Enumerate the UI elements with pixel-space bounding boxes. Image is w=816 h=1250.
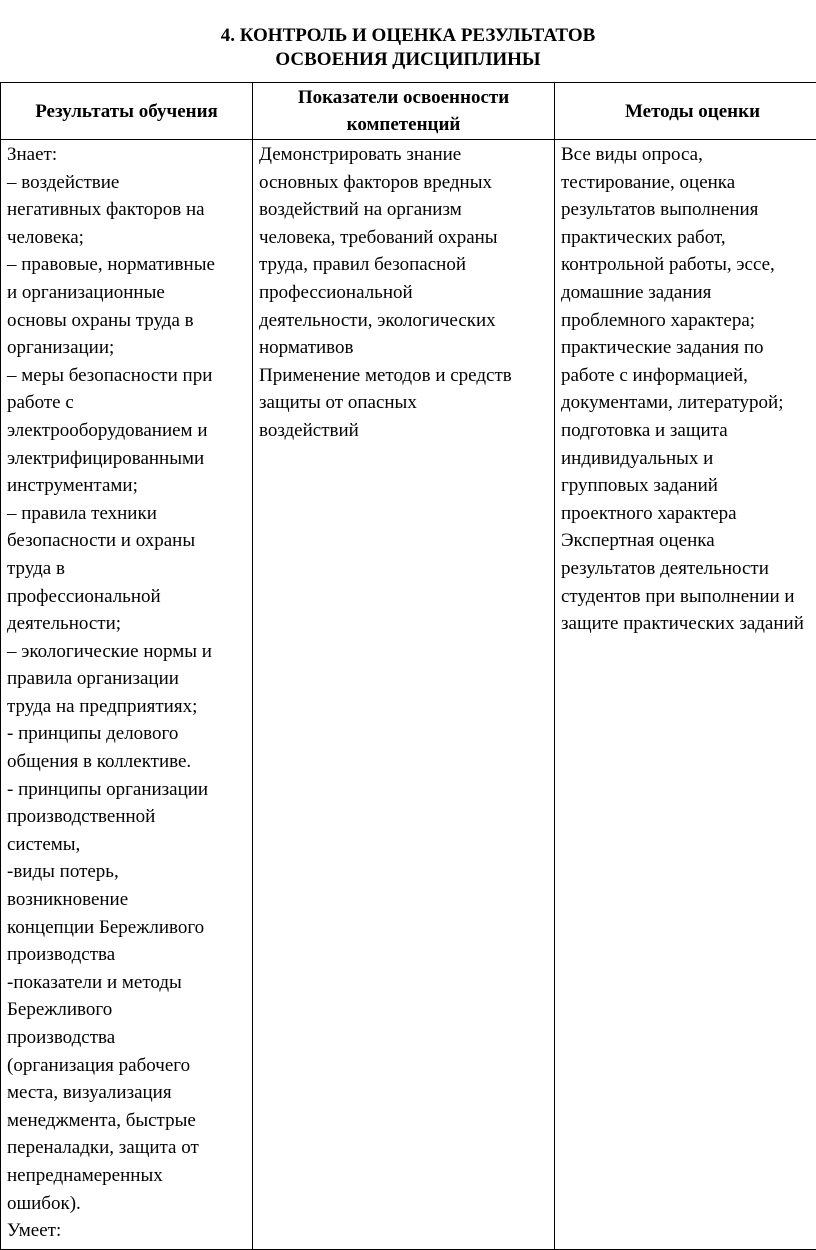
- results-table: [0, 82, 816, 1250]
- learning-results-cell: [1, 140, 253, 1250]
- cell-text-line: результатов выполнения: [561, 199, 759, 221]
- cell-text-line: воздействий на организм: [259, 199, 462, 221]
- header-competence-indicators: Показатели освоенности компетенций: [253, 83, 555, 140]
- cell-text-line: нормативов: [259, 337, 354, 359]
- cell-text-line: Все виды опроса,: [561, 144, 703, 165]
- cell-text-line: результатов деятельности: [561, 557, 769, 579]
- cell-text-line: переналадки, защита от: [7, 1137, 199, 1159]
- cell-text-line: практические задания по: [561, 337, 764, 359]
- cell-text-line: документами, литературой;: [561, 392, 784, 414]
- cell-text-line: правила организации: [7, 668, 179, 690]
- header-learning-results: Результаты обучения: [1, 83, 253, 140]
- cell-text-line: производства: [7, 944, 116, 966]
- cell-text-line: – правовые, нормативные: [7, 254, 215, 276]
- cell-text-line: ошибок).: [7, 1192, 81, 1214]
- cell-text-line: и организационные: [7, 281, 165, 303]
- cell-text-line: - принципы организации: [7, 778, 209, 800]
- cell-text-line: – воздействие: [7, 171, 120, 193]
- cell-text-line: места, визуализация: [7, 1082, 172, 1104]
- cell-text-line: работе с: [7, 392, 74, 414]
- cell-text-line: тестирование, оценка: [561, 171, 736, 193]
- cell-text-line: негативных факторов на: [7, 199, 205, 221]
- cell-text-line: практических работ,: [561, 226, 726, 248]
- cell-text-line: менеджмента, быстрые: [7, 1109, 196, 1131]
- cell-text-line: контрольной работы, эссе,: [561, 254, 775, 276]
- table-row: [1, 140, 816, 1250]
- cell-text-line: профессиональной: [259, 281, 413, 303]
- cell-text-line: групповых заданий: [561, 475, 718, 497]
- cell-text-line: – правила техники: [7, 502, 157, 524]
- competence-indicators-cell: [253, 140, 555, 1250]
- cell-text-line: основы охраны труда в: [7, 309, 194, 331]
- cell-text-line: производства: [7, 1027, 116, 1048]
- cell-text-line: -показатели и методы: [7, 971, 182, 993]
- cell-text-line: непреднамеренных: [7, 1164, 163, 1186]
- cell-text-line: электрифицированными: [7, 447, 205, 469]
- section-title-line-1: 4. КОНТРОЛЬ И ОЦЕНКА РЕЗУЛЬТАТОВ: [220, 25, 596, 46]
- cell-text-line: -виды потерь,: [7, 861, 119, 883]
- cell-text-line: проблемного характера;: [561, 309, 756, 331]
- cell-text-line: безопасности и охраны: [7, 530, 196, 552]
- cell-text-line: человека;: [7, 226, 84, 248]
- cell-text-line: индивидуальных и: [561, 447, 714, 469]
- cell-text-line: возникновение: [7, 889, 129, 911]
- cell-text-line: (организация рабочего: [7, 1054, 191, 1076]
- cell-text-line: инструментами;: [7, 475, 138, 497]
- cell-text-line: - принципы делового: [7, 723, 179, 745]
- cell-text-line: Знает:: [7, 144, 58, 165]
- cell-text-line: Демонстрировать знание: [259, 144, 462, 165]
- cell-text-line: Умеет:: [7, 1220, 62, 1242]
- cell-text-line: Применение методов и средств: [259, 364, 512, 386]
- cell-text-line: Экспертная оценка: [561, 530, 715, 552]
- cell-text-line: – экологические нормы и: [7, 640, 212, 662]
- cell-text-line: труда, правил безопасной: [259, 254, 467, 276]
- cell-text-line: проектного характера: [561, 502, 737, 524]
- cell-text-line: организации;: [7, 337, 115, 359]
- cell-text-line: общения в коллективе.: [7, 751, 192, 773]
- cell-text-line: подготовка и защита: [561, 419, 728, 441]
- header-assessment-methods: Методы оценки: [555, 83, 816, 140]
- cell-text-line: человека, требований охраны: [259, 226, 498, 248]
- assessment-methods-cell: [555, 140, 816, 1250]
- cell-text-line: защиты от опасных: [259, 392, 417, 414]
- cell-text-line: производственной: [7, 806, 156, 828]
- cell-text-line: труда на предприятиях;: [7, 695, 198, 717]
- table-header-row: [1, 83, 816, 140]
- cell-text-line: – меры безопасности при: [7, 364, 213, 386]
- cell-text-line: профессиональной: [7, 585, 161, 607]
- cell-text-line: деятельности;: [7, 613, 122, 635]
- cell-text-line: Бережливого: [7, 999, 113, 1021]
- cell-text-line: деятельности, экологических: [259, 309, 496, 331]
- cell-text-line: основных факторов вредных: [259, 171, 492, 193]
- cell-text-line: электрооборудованием и: [7, 419, 208, 441]
- section-title: [0, 24, 816, 72]
- cell-text-line: труда в: [7, 557, 65, 579]
- cell-text-line: защите практических заданий: [561, 613, 804, 635]
- cell-text-line: работе с информацией,: [561, 364, 748, 386]
- cell-text-line: воздействий: [259, 419, 359, 441]
- cell-text-line: домашние задания: [561, 281, 712, 303]
- cell-text-line: концепции Бережливого: [7, 916, 205, 938]
- cell-text-line: системы,: [7, 833, 81, 855]
- cell-text-line: студентов при выполнении и: [561, 585, 795, 607]
- section-title-line-2: ОСВОЕНИЯ ДИСЦИПЛИНЫ: [275, 49, 541, 70]
